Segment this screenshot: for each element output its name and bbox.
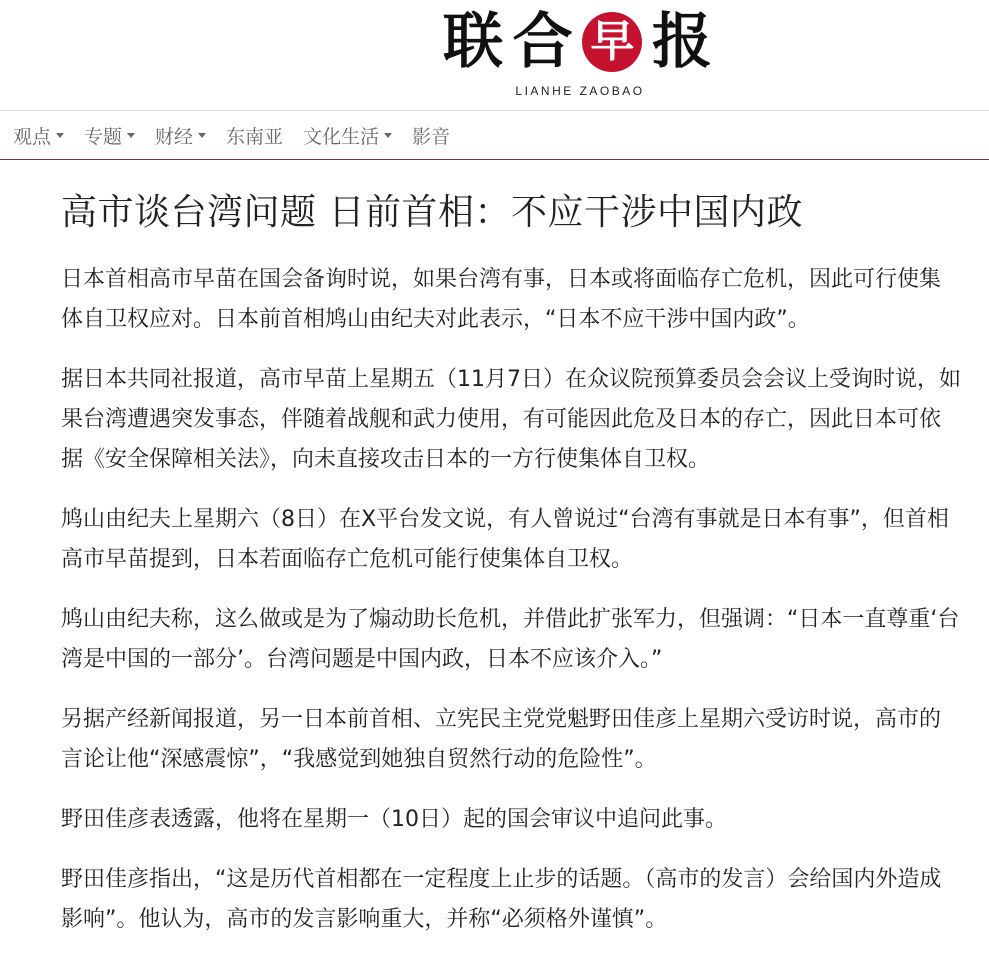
main-nav xyxy=(0,110,989,160)
nav-item-label: 东南亚 xyxy=(226,125,284,148)
chevron-down-icon xyxy=(56,133,64,138)
nav-item-finance[interactable] xyxy=(155,122,206,149)
chevron-down-icon xyxy=(198,133,206,138)
logo-char-accent xyxy=(579,6,645,78)
logo-char: 合 xyxy=(512,7,573,77)
nav-item-label: 影音 xyxy=(412,125,451,148)
nav-item-label: 专题 xyxy=(84,125,123,148)
article-paragraph: 鸠山由纪夫称，这么做或是为了煽动助长危机，并借此扩张军力，但强调：“日本一直尊重‘台湾是中国的一部分’。台湾问题是中国内政，日本不应该介入。” xyxy=(61,607,960,672)
logo-english: LIANHE ZAOBAO xyxy=(515,84,645,98)
article-paragraph: 鸠山由纪夫上星期六（8日）在X平台发文说，有人曾说过“台湾有事就是日本有事”，但首相高市早苗提到，日本若面临存亡危机可能行使集体自卫权。 xyxy=(61,507,949,572)
masthead xyxy=(0,0,989,110)
article-paragraph: 另据产经新闻报道，另一日本前首相、立宪民主党党魁野田佳彦上星期六受访时说，高市的言论让他“深感震惊”，“我感觉到她独自贸然行动的危险性”。 xyxy=(61,707,942,772)
chevron-down-icon xyxy=(384,133,392,138)
nav-item-label: 文化生活 xyxy=(303,125,380,148)
logo-char: 早 xyxy=(590,16,635,67)
nav-item-southeast-asia[interactable] xyxy=(226,122,283,149)
logo-char: 联 xyxy=(443,7,503,77)
article-paragraph: 日本首相高市早苗在国会备询时说，如果台湾有事，日本或将面临存亡危机，因此可行使集体自卫权应对。日本前首相鸠山由纪夫对此表示，“日本不应干涉中国内政”。 xyxy=(61,267,942,332)
nav-item-label: 财经 xyxy=(155,125,194,148)
site-logo[interactable] xyxy=(440,6,715,100)
article-paragraph: 据日本共同社报道，高市早苗上星期五（11月7日）在众议院预算委员会会议上受询时说，如果台湾遭遇突发事态，伴随着战舰和武力使用，有可能因此危及日本的存亡，因此日本可依据《安全保障相关法》，向未直接攻击日本的一方行使集体自卫权。 xyxy=(61,367,961,472)
logo-char: 报 xyxy=(651,7,712,77)
article-paragraph: 野田佳彦表透露，他将在星期一（10日）起的国会审议中追问此事。 xyxy=(61,807,727,832)
nav-item-label: 观点 xyxy=(13,125,52,148)
logo-chinese xyxy=(440,6,715,78)
nav-item-opinion[interactable] xyxy=(13,122,64,149)
article-paragraph: 野田佳彦指出，“这是历代首相都在一定程度上止步的话题。（高市的发言）会给国内外造成影响”。他认为，高市的发言影响重大，并称“必须格外谨慎”。 xyxy=(61,867,942,932)
chevron-down-icon xyxy=(127,133,135,138)
article xyxy=(61,178,961,960)
article-title: 高市谈台湾问题 日前首相：不应干涉中国内政 xyxy=(61,192,803,233)
nav-item-topics[interactable] xyxy=(84,122,135,149)
nav-item-culture-life[interactable] xyxy=(303,122,392,149)
nav-item-video-audio[interactable] xyxy=(412,122,450,149)
